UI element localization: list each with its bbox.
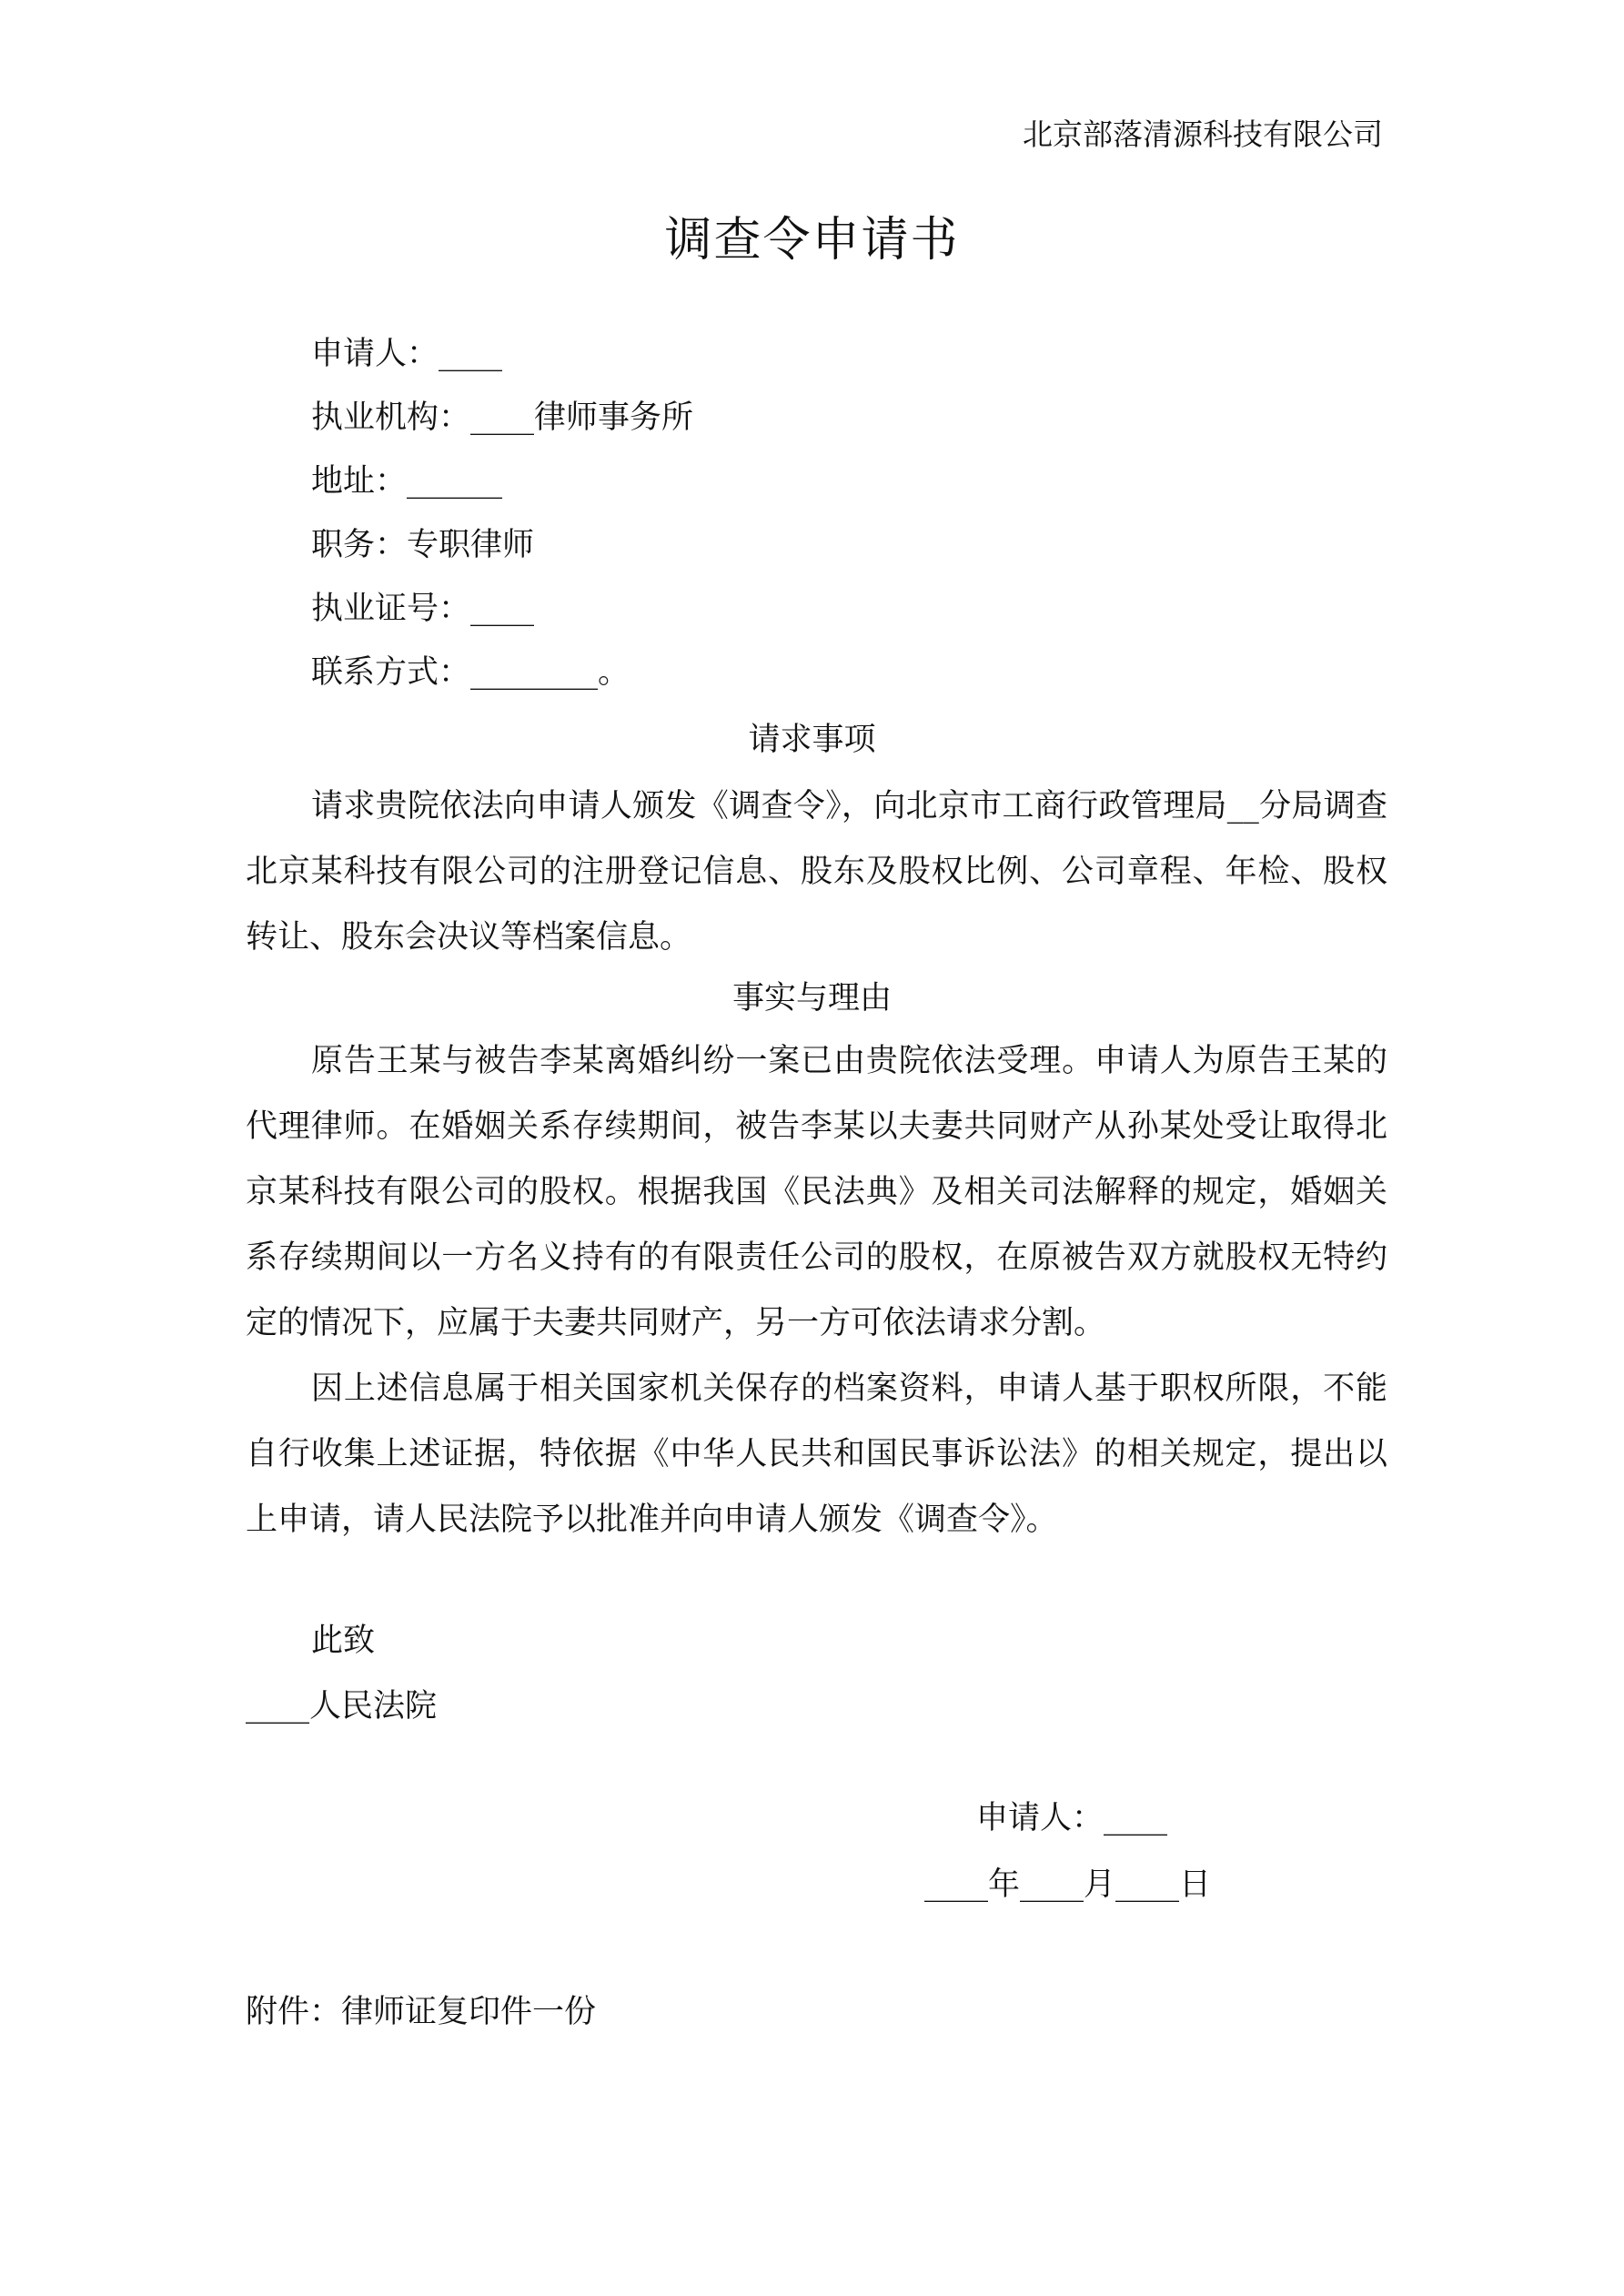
reasons-paragraph: 因上述信息属于相关国家机关保存的档案资料，申请人基于职权所限，不能自行收集上述证据，特依据《中华人民共和国民事诉讼法》的相关规定，提出以上申请，请人民法院予以批准并向申请人颁发《调查令》。 (246, 1371, 1387, 1538)
position-field: 职务：专职律师 (311, 527, 535, 563)
document-title: 调查令申请书 (664, 213, 960, 268)
signature-date: ____年____月____日 (924, 1866, 1212, 1903)
contact-field: 联系方式：________。 (311, 654, 630, 691)
license-number-field: 执业证号：____ (311, 591, 535, 627)
address-field: 地址：______ (311, 463, 503, 500)
signature-applicant: 申请人：____ (976, 1800, 1168, 1836)
practice-institution-field: 执业机构：____律师事务所 (311, 400, 694, 436)
salutation: 此致 (311, 1623, 376, 1659)
request-heading: 请求事项 (748, 722, 876, 758)
court-addressee: ____人民法院 (246, 1688, 438, 1725)
facts-heading: 事实与理由 (731, 980, 892, 1017)
applicant-name-field: 申请人：____ (311, 336, 503, 372)
facts-paragraph: 原告王某与被告李某离婚纠纷一案已由贵院依法受理。申请人为原告王某的代理律师。在婚姻关系存续期间，被告李某以夫妻共同财产从孙某处受让取得北京某科技有限公司的股权。根据我国《民法典》及相关司法解释的规定，婚姻关系存续期间以一方名义持有的有限责任公司的股权，在原被告双方就股权无特约定的情况下，应属于夫妻共同财产，另一方可依法请求分割。 (246, 1043, 1387, 1341)
attachment-note: 附件：律师证复印件一份 (246, 1994, 597, 2030)
request-paragraph: 请求贵院依法向申请人颁发《调查令》，向北京市工商行政管理局__分局调查北京某科技有限公司的注册登记信息、股东及股权比例、公司章程、年检、股权转让、股东会决议等档案信息。 (246, 788, 1387, 956)
company-header: 北京部落清源科技有限公司 (1023, 116, 1383, 152)
